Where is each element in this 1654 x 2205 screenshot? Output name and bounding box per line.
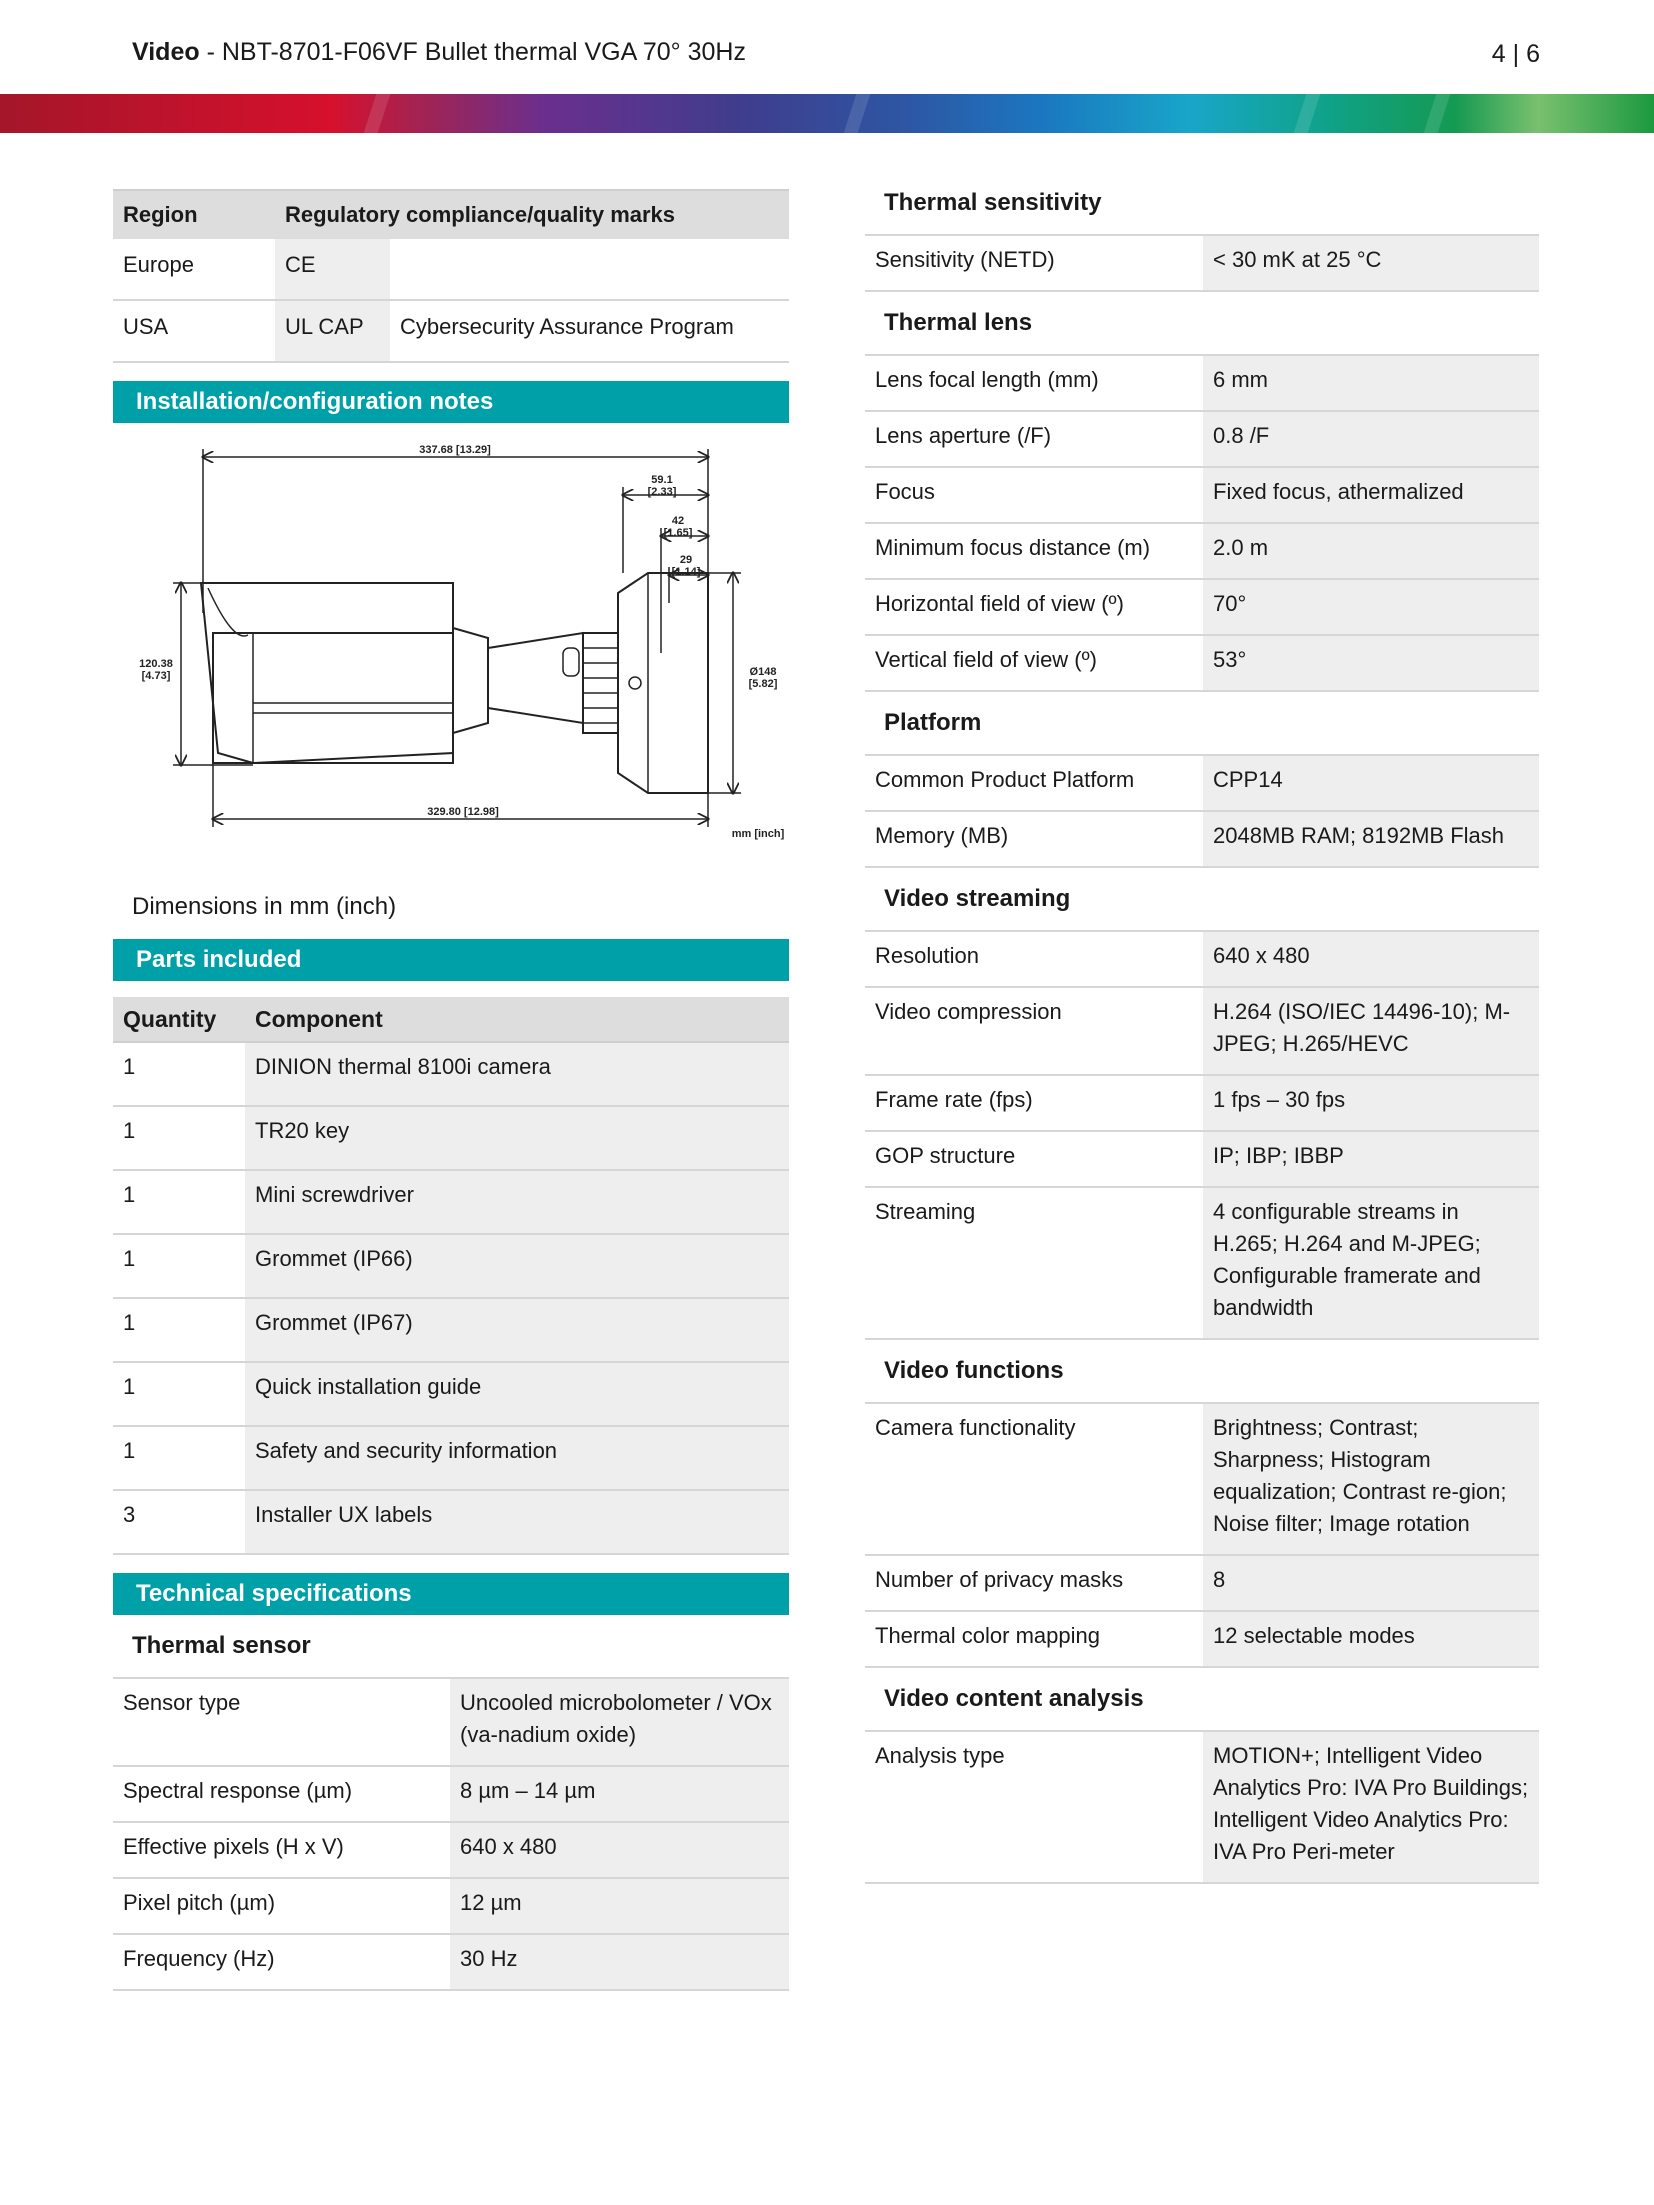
spec-key: Streaming <box>865 1187 1203 1339</box>
table-row <box>113 1822 789 1878</box>
table-row <box>865 355 1539 411</box>
table-row <box>865 235 1539 291</box>
thermal-lens-table <box>865 354 1539 692</box>
spec-key: Sensor type <box>113 1678 450 1766</box>
desc-cell: Cybersecurity Assurance Program <box>390 300 789 362</box>
spec-key: Minimum focus distance (m) <box>865 523 1203 579</box>
component-cell: Grommet (IP67) <box>245 1298 789 1362</box>
mark-cell: CE <box>275 239 390 300</box>
spec-value: 30 Hz <box>450 1934 789 1990</box>
table-row <box>865 931 1539 987</box>
table-row <box>865 411 1539 467</box>
spec-key: Lens aperture (/F) <box>865 411 1203 467</box>
table-row <box>113 1678 789 1766</box>
col-region: Region <box>113 190 275 239</box>
spec-value: H.264 (ISO/IEC 14496-10); M-JPEG; H.265/HEVC <box>1203 987 1539 1075</box>
right-column <box>865 180 1539 1884</box>
table-row <box>865 1731 1539 1883</box>
thermal-lens-heading: Thermal lens <box>884 309 1033 336</box>
region-cell: USA <box>113 300 275 362</box>
spec-value: 2.0 m <box>1203 523 1539 579</box>
spec-value: IP; IBP; IBBP <box>1203 1131 1539 1187</box>
spec-value: Uncooled microbolometer / VOx (va-nadium oxide) <box>450 1678 789 1766</box>
dim-d3: 29 <box>679 554 693 566</box>
spec-value: 2048MB RAM; 8192MB Flash <box>1203 811 1539 867</box>
spec-key: Resolution <box>865 931 1203 987</box>
spec-key: Sensitivity (NETD) <box>865 235 1203 291</box>
left-column <box>113 189 789 1991</box>
spec-value: 640 x 480 <box>450 1822 789 1878</box>
dim-unit: mm [inch] <box>731 828 785 840</box>
thermal-sensor-table <box>113 1677 789 1991</box>
dim-diameter: Ø148 <box>749 666 777 678</box>
table-row <box>865 1075 1539 1131</box>
component-cell: DINION thermal 8100i camera <box>245 1042 789 1106</box>
component-cell: Safety and security information <box>245 1426 789 1490</box>
spec-key: Frequency (Hz) <box>113 1934 450 1990</box>
table-row <box>113 1362 789 1426</box>
spec-key: Video compression <box>865 987 1203 1075</box>
spec-value: 53° <box>1203 635 1539 691</box>
spec-key: Memory (MB) <box>865 811 1203 867</box>
parts-included-heading: Parts included <box>113 939 789 981</box>
regulatory-table <box>113 189 789 363</box>
table-row <box>113 1426 789 1490</box>
dim-d1: 59.1 <box>651 474 673 486</box>
spec-value: < 30 mK at 25 °C <box>1203 235 1539 291</box>
video-streaming-heading: Video streaming <box>884 885 1071 912</box>
dimensions-caption: Dimensions in mm (inch) <box>132 893 397 920</box>
table-row <box>865 1555 1539 1611</box>
spec-key: Spectral response (µm) <box>113 1766 450 1822</box>
spec-value: 8 µm – 14 µm <box>450 1766 789 1822</box>
component-cell: Installer UX labels <box>245 1490 789 1554</box>
table-row <box>865 467 1539 523</box>
table-row <box>113 1170 789 1234</box>
table-row <box>113 1878 789 1934</box>
component-cell: Quick installation guide <box>245 1362 789 1426</box>
video-functions-heading: Video functions <box>884 1357 1064 1384</box>
spec-value: 4 configurable streams in H.265; H.264 and M-JPEG; Configurable framerate and bandwidth <box>1203 1187 1539 1339</box>
table-row <box>865 1187 1539 1339</box>
qty-cell: 1 <box>113 1426 245 1490</box>
thermal-sensitivity-heading: Thermal sensitivity <box>884 189 1102 216</box>
qty-cell: 1 <box>113 1298 245 1362</box>
component-cell: Mini screwdriver <box>245 1170 789 1234</box>
table-row <box>865 579 1539 635</box>
spec-key: Analysis type <box>865 1731 1203 1883</box>
table-row <box>113 1298 789 1362</box>
component-cell: Grommet (IP66) <box>245 1234 789 1298</box>
table-row <box>113 1766 789 1822</box>
spec-key: Thermal color mapping <box>865 1611 1203 1667</box>
parts-table <box>113 997 789 1555</box>
spec-key: Pixel pitch (µm) <box>113 1878 450 1934</box>
dimension-drawing <box>113 423 789 883</box>
table-row <box>865 987 1539 1075</box>
video-content-analysis-table <box>865 1730 1539 1884</box>
header-title: - NBT-8701-F06VF Bullet thermal VGA 70° 30Hz <box>199 38 746 66</box>
dim-body-length: 329.80 [12.98] <box>427 806 499 818</box>
dim-diameter-inch: [5.82] <box>748 678 778 690</box>
camera-dimension-svg <box>113 423 789 883</box>
component-cell: TR20 key <box>245 1106 789 1170</box>
spec-value: 12 µm <box>450 1878 789 1934</box>
thermal-sensitivity-table <box>865 234 1539 292</box>
spec-value: 0.8 /F <box>1203 411 1539 467</box>
page-number: 4 | 6 <box>1491 40 1540 68</box>
spec-value: Brightness; Contrast; Sharpness; Histogram equalization; Contrast re-gion; Noise filter; Image rotation <box>1203 1403 1539 1555</box>
region-cell: Europe <box>113 239 275 300</box>
qty-cell: 1 <box>113 1170 245 1234</box>
dim-d2-inch: [1.65] <box>663 527 693 539</box>
video-content-analysis-heading: Video content analysis <box>884 1685 1144 1712</box>
dim-total-length: 337.68 [13.29] <box>419 444 491 456</box>
table-row <box>865 523 1539 579</box>
document-header <box>132 38 746 67</box>
table-row <box>865 635 1539 691</box>
table-row <box>865 755 1539 811</box>
col-marks: Regulatory compliance/quality marks <box>275 190 789 239</box>
spec-key: Camera functionality <box>865 1403 1203 1555</box>
qty-cell: 1 <box>113 1362 245 1426</box>
spec-value: 8 <box>1203 1555 1539 1611</box>
table-row <box>113 300 789 362</box>
spec-value: 1 fps – 30 fps <box>1203 1075 1539 1131</box>
desc-cell <box>390 239 789 300</box>
mark-cell: UL CAP <box>275 300 390 362</box>
table-row <box>865 1131 1539 1187</box>
table-row <box>113 1106 789 1170</box>
spec-key: Vertical field of view (º) <box>865 635 1203 691</box>
platform-table <box>865 754 1539 868</box>
header-section: Video <box>132 38 200 66</box>
table-row <box>113 1490 789 1554</box>
qty-cell: 3 <box>113 1490 245 1554</box>
col-component: Component <box>245 997 789 1042</box>
spec-key: Focus <box>865 467 1203 523</box>
dim-d3-inch: [1.14] <box>671 566 701 578</box>
color-band <box>0 94 1654 133</box>
spec-value: MOTION+; Intelligent Video Analytics Pro: IVA Pro Buildings; Intelligent Video Analytics Pro: IVA Pro Peri-meter <box>1203 1731 1539 1883</box>
spec-value: CPP14 <box>1203 755 1539 811</box>
table-row <box>865 1611 1539 1667</box>
qty-cell: 1 <box>113 1106 245 1170</box>
spec-value: 6 mm <box>1203 355 1539 411</box>
dim-height-inch: [4.73] <box>141 670 171 682</box>
table-row <box>113 1934 789 1990</box>
col-quantity: Quantity <box>113 997 245 1042</box>
spec-key: Effective pixels (H x V) <box>113 1822 450 1878</box>
spec-key: Frame rate (fps) <box>865 1075 1203 1131</box>
table-row <box>113 1042 789 1106</box>
video-functions-table <box>865 1402 1539 1668</box>
table-row <box>865 811 1539 867</box>
spec-key: Common Product Platform <box>865 755 1203 811</box>
spec-key: Horizontal field of view (º) <box>865 579 1203 635</box>
qty-cell: 1 <box>113 1234 245 1298</box>
technical-specifications-heading: Technical specifications <box>113 1573 789 1615</box>
qty-cell: 1 <box>113 1042 245 1106</box>
spec-key: Lens focal length (mm) <box>865 355 1203 411</box>
dim-d2: 42 <box>671 515 685 527</box>
spec-value: 640 x 480 <box>1203 931 1539 987</box>
spec-key: GOP structure <box>865 1131 1203 1187</box>
video-streaming-table <box>865 930 1539 1340</box>
spec-value: Fixed focus, athermalized <box>1203 467 1539 523</box>
installation-notes-heading: Installation/configuration notes <box>113 381 789 423</box>
spec-key: Number of privacy masks <box>865 1555 1203 1611</box>
dim-d1-inch: [2.33] <box>647 486 677 498</box>
dim-height: 120.38 <box>139 658 173 670</box>
thermal-sensor-heading: Thermal sensor <box>132 1632 311 1659</box>
spec-value: 12 selectable modes <box>1203 1611 1539 1667</box>
spec-value: 70° <box>1203 579 1539 635</box>
platform-heading: Platform <box>884 709 982 736</box>
table-row <box>865 1403 1539 1555</box>
table-row <box>113 239 789 300</box>
table-row <box>113 1234 789 1298</box>
